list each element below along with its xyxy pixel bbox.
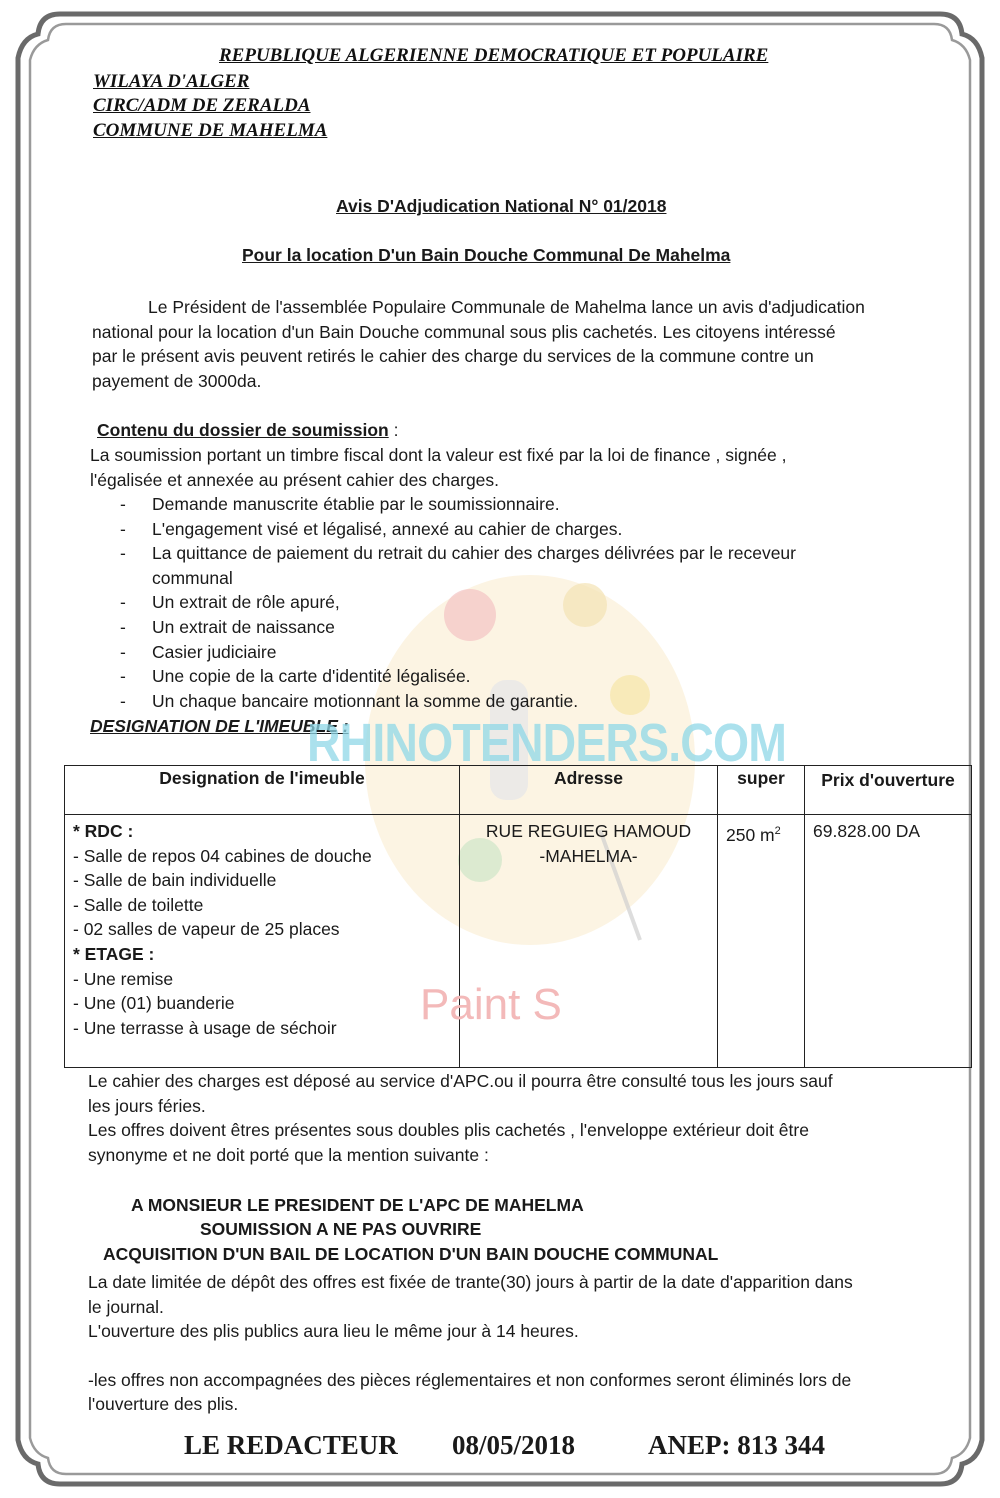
notice-title: Avis D'Adjudication National N° 01/2018 [336, 196, 667, 216]
list-item: - Un extrait de naissance [120, 616, 335, 637]
price-cell: 69.828.00 DA [805, 815, 972, 1068]
col-header-designation: Designation de l'imeuble [65, 766, 460, 815]
dossier-heading: Contenu du dossier de soumission [97, 420, 389, 440]
designation-cell [65, 815, 460, 1068]
conditions-line: synonyme et ne doit porté que la mention suivante : [88, 1144, 489, 1165]
commune-header: COMMUNE DE MAHELMA [93, 120, 328, 141]
intro-line: payement de 3000da. [92, 370, 262, 391]
surface-unit-exponent: 2 [774, 825, 781, 837]
designation-heading: DESIGNATION DE L'IMEUBLE : [90, 716, 349, 736]
wilaya-header: WILAYA D'ALGER [93, 71, 250, 92]
dossier-heading-colon: : [388, 420, 399, 440]
closing-line: l'ouverture des plis. [88, 1394, 239, 1414]
col-header-surface: super [718, 766, 805, 815]
intro-paragraph [92, 295, 972, 393]
etage-item: - Une remise [73, 968, 174, 989]
watermark-paint: Paint S [420, 980, 562, 1029]
list-item: - Casier judiciaire [120, 641, 277, 662]
mention-line-3: ACQUISITION D'UN BAIL DE LOCATION D'UN BAIN DOUCHE COMMUNAL [103, 1244, 719, 1264]
closing-paragraph [88, 1270, 978, 1417]
watermark-rhinotenders: RHINOTENDERS.COM [307, 713, 787, 773]
list-item: - Un chaque bancaire motionnant la somme de garantie. [120, 690, 579, 711]
conditions-paragraph [88, 1069, 968, 1167]
col-header-price: Prix d'ouverture [805, 766, 972, 815]
etage-label: * ETAGE : [73, 943, 155, 964]
list-item: - La quittance de paiement du retrait du cahier des charges délivrées par le receveur communal [120, 543, 796, 588]
dossier-line: La soumission portant un timbre fiscal dont la valeur est fixé par la loi de finance , signée , [90, 445, 787, 465]
closing-line: L'ouverture des plis publics aura lieu le même jour à 14 heures. [88, 1321, 579, 1341]
closing-line: le journal. [88, 1296, 164, 1317]
dossier-intro [90, 443, 970, 492]
col-header-address: Adresse [460, 766, 718, 815]
closing-line: -les offres non accompagnées des pièces réglementaires et non conformes seront éliminés lors de [88, 1369, 852, 1390]
republic-header: REPUBLIQUE ALGERIENNE DEMOCRATIQUE ET POPULAIRE [219, 45, 769, 66]
rdc-item: - Salle de toilette [73, 894, 204, 915]
rdc-label: * RDC : [73, 821, 134, 841]
surface-value: 250 m [726, 824, 775, 845]
footer-date: 08/05/2018 [452, 1430, 576, 1460]
list-item: - Une copie de la carte d'identité légalisée. [120, 666, 471, 687]
dossier-line: l'égalisée et annexée au présent cahier des charges. [90, 469, 500, 490]
conditions-line: les jours féries. [88, 1095, 206, 1116]
closing-line: La date limitée de dépôt des offres est fixée de trante(30) jours à partir de la date d'apparition dans [88, 1272, 853, 1292]
intro-line: Le Président de l'assemblée Populaire Communale de Mahelma lance un avis d'adjudication [148, 297, 865, 317]
etage-item: - Une terrasse à usage de séchoir [73, 1017, 337, 1038]
rdc-item: - 02 salles de vapeur de 25 places [73, 919, 340, 940]
rdc-item: - Salle de repos 04 cabines de douche [73, 845, 372, 866]
circ-header: CIRC/ADM DE ZERALDA [93, 95, 311, 116]
list-item: - Un extrait de rôle apuré, [120, 592, 340, 613]
dossier-list [90, 492, 890, 713]
surface-cell [718, 815, 805, 1068]
footer-redacteur: LE REDACTEUR [184, 1430, 398, 1460]
address-line: RUE REGUIEG HAMOUD [485, 821, 692, 841]
mention-line-1: A MONSIEUR LE PRESIDENT DE L'APC DE MAHELMA [131, 1195, 584, 1215]
list-item: - Demande manuscrite établie par le soumissionnaire. [120, 494, 560, 514]
conditions-line: Le cahier des charges est déposé au service d'APC.ou il pourra être consulté tous les jours sauf [88, 1071, 833, 1091]
list-item: - L'engagement visé et légalisé, annexé au cahier de charges. [120, 518, 623, 539]
conditions-line: Les offres doivent êtres présentes sous doubles plis cachetés , l'enveloppe extérieur doit être [88, 1120, 809, 1140]
intro-line: par le présent avis peuvent retirés le cahier des charge du services de la commune contre un [92, 346, 814, 366]
intro-line: national pour la location d'un Bain Douche communal sous plis cachetés. Les citoyens intéressé [92, 321, 836, 342]
notice-subtitle: Pour la location D'un Bain Douche Communal De Mahelma [242, 245, 731, 265]
footer-anep: ANEP: 813 344 [648, 1430, 825, 1460]
mention-line-2: SOUMISSION A NE PAS OUVRIRE [200, 1219, 482, 1239]
etage-item: - Une (01) buanderie [73, 993, 235, 1014]
address-line: -MAHELMA- [539, 845, 638, 866]
dossier-heading-wrap [97, 418, 398, 443]
rdc-item: - Salle de bain individuelle [73, 870, 277, 891]
